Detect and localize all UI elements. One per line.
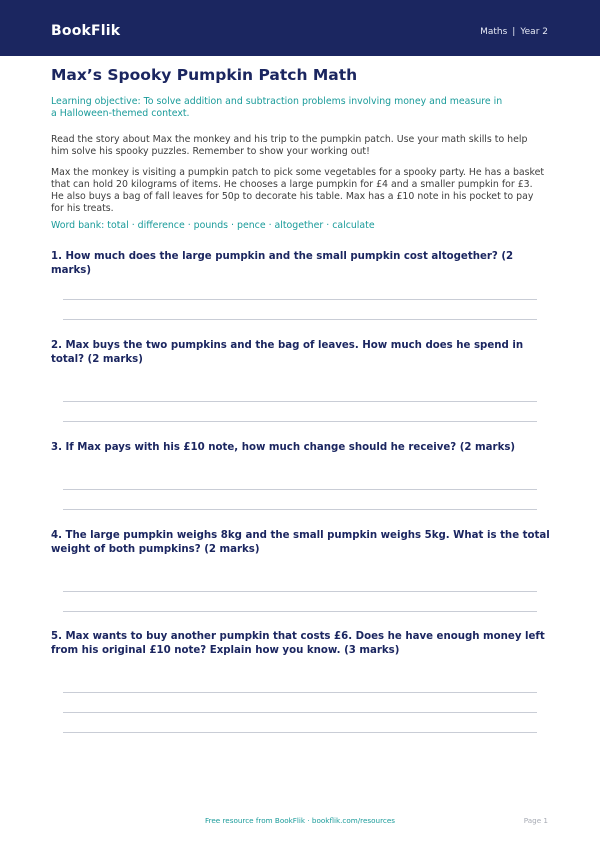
answer-line[interactable] (63, 591, 537, 592)
story-text: Max the monkey is visiting a pumpkin patch to pick some vegetables for a spooky party. He has a basket that can hold 20 kilograms of items. He chooses a large pumpkin for £4 and a smaller pumpkin for £3. He also buys a bag of fall leaves for 50p to decorate his table. Max has a £10 note in his pocket to pay for his treats. (51, 167, 545, 214)
page-title: Max’s Spooky Pumpkin Patch Math (51, 66, 358, 84)
header-meta (480, 26, 548, 38)
answer-line[interactable] (63, 611, 537, 612)
page-number: Page 1 (523, 816, 548, 825)
brand-logo: BookFlik (51, 23, 121, 39)
answer-line[interactable] (63, 299, 537, 300)
answer-line[interactable] (63, 489, 537, 490)
answer-line[interactable] (63, 401, 537, 402)
page-header (0, 0, 600, 56)
question-3: 3. If Max pays with his £10 note, how much change should he receive? (2 marks) (51, 442, 516, 453)
question-5: 5. Max wants to buy another pumpkin that costs £6. Does he have enough money left from his original £10 note? Explain how you know. (3 marks) (51, 631, 545, 656)
answer-line[interactable] (63, 509, 537, 510)
answer-line[interactable] (63, 732, 537, 733)
year-label: Year 2 (520, 27, 548, 37)
question-1: 1. How much does the large pumpkin and the small pumpkin cost altogether? (2 marks) (51, 251, 514, 276)
answer-line[interactable] (63, 712, 537, 713)
word-bank: Word bank: total · difference · pounds · pence · altogether · calculate (51, 220, 375, 231)
intro-text: Read the story about Max the monkey and his trip to the pumpkin patch. Use your math skills to help him solve his spooky puzzles. Remember to show your working out! (51, 134, 528, 157)
answer-line[interactable] (63, 421, 537, 422)
learning-objective: Learning objective: To solve addition and subtraction problems involving money and measure in a Halloween-themed context. (51, 96, 503, 119)
question-4: 4. The large pumpkin weighs 8kg and the small pumpkin weighs 5kg. What is the total weight of both pumpkins? (2 marks) (51, 530, 550, 555)
subject-label: Maths (480, 27, 508, 37)
footer-credit[interactable]: Free resource from BookFlik · bookflik.com/resources (204, 816, 396, 825)
question-2: 2. Max buys the two pumpkins and the bag of leaves. How much does he spend in total? (2 marks) (51, 340, 524, 365)
answer-line[interactable] (63, 692, 537, 693)
answer-line[interactable] (63, 319, 537, 320)
meta-separator: | (512, 27, 516, 37)
